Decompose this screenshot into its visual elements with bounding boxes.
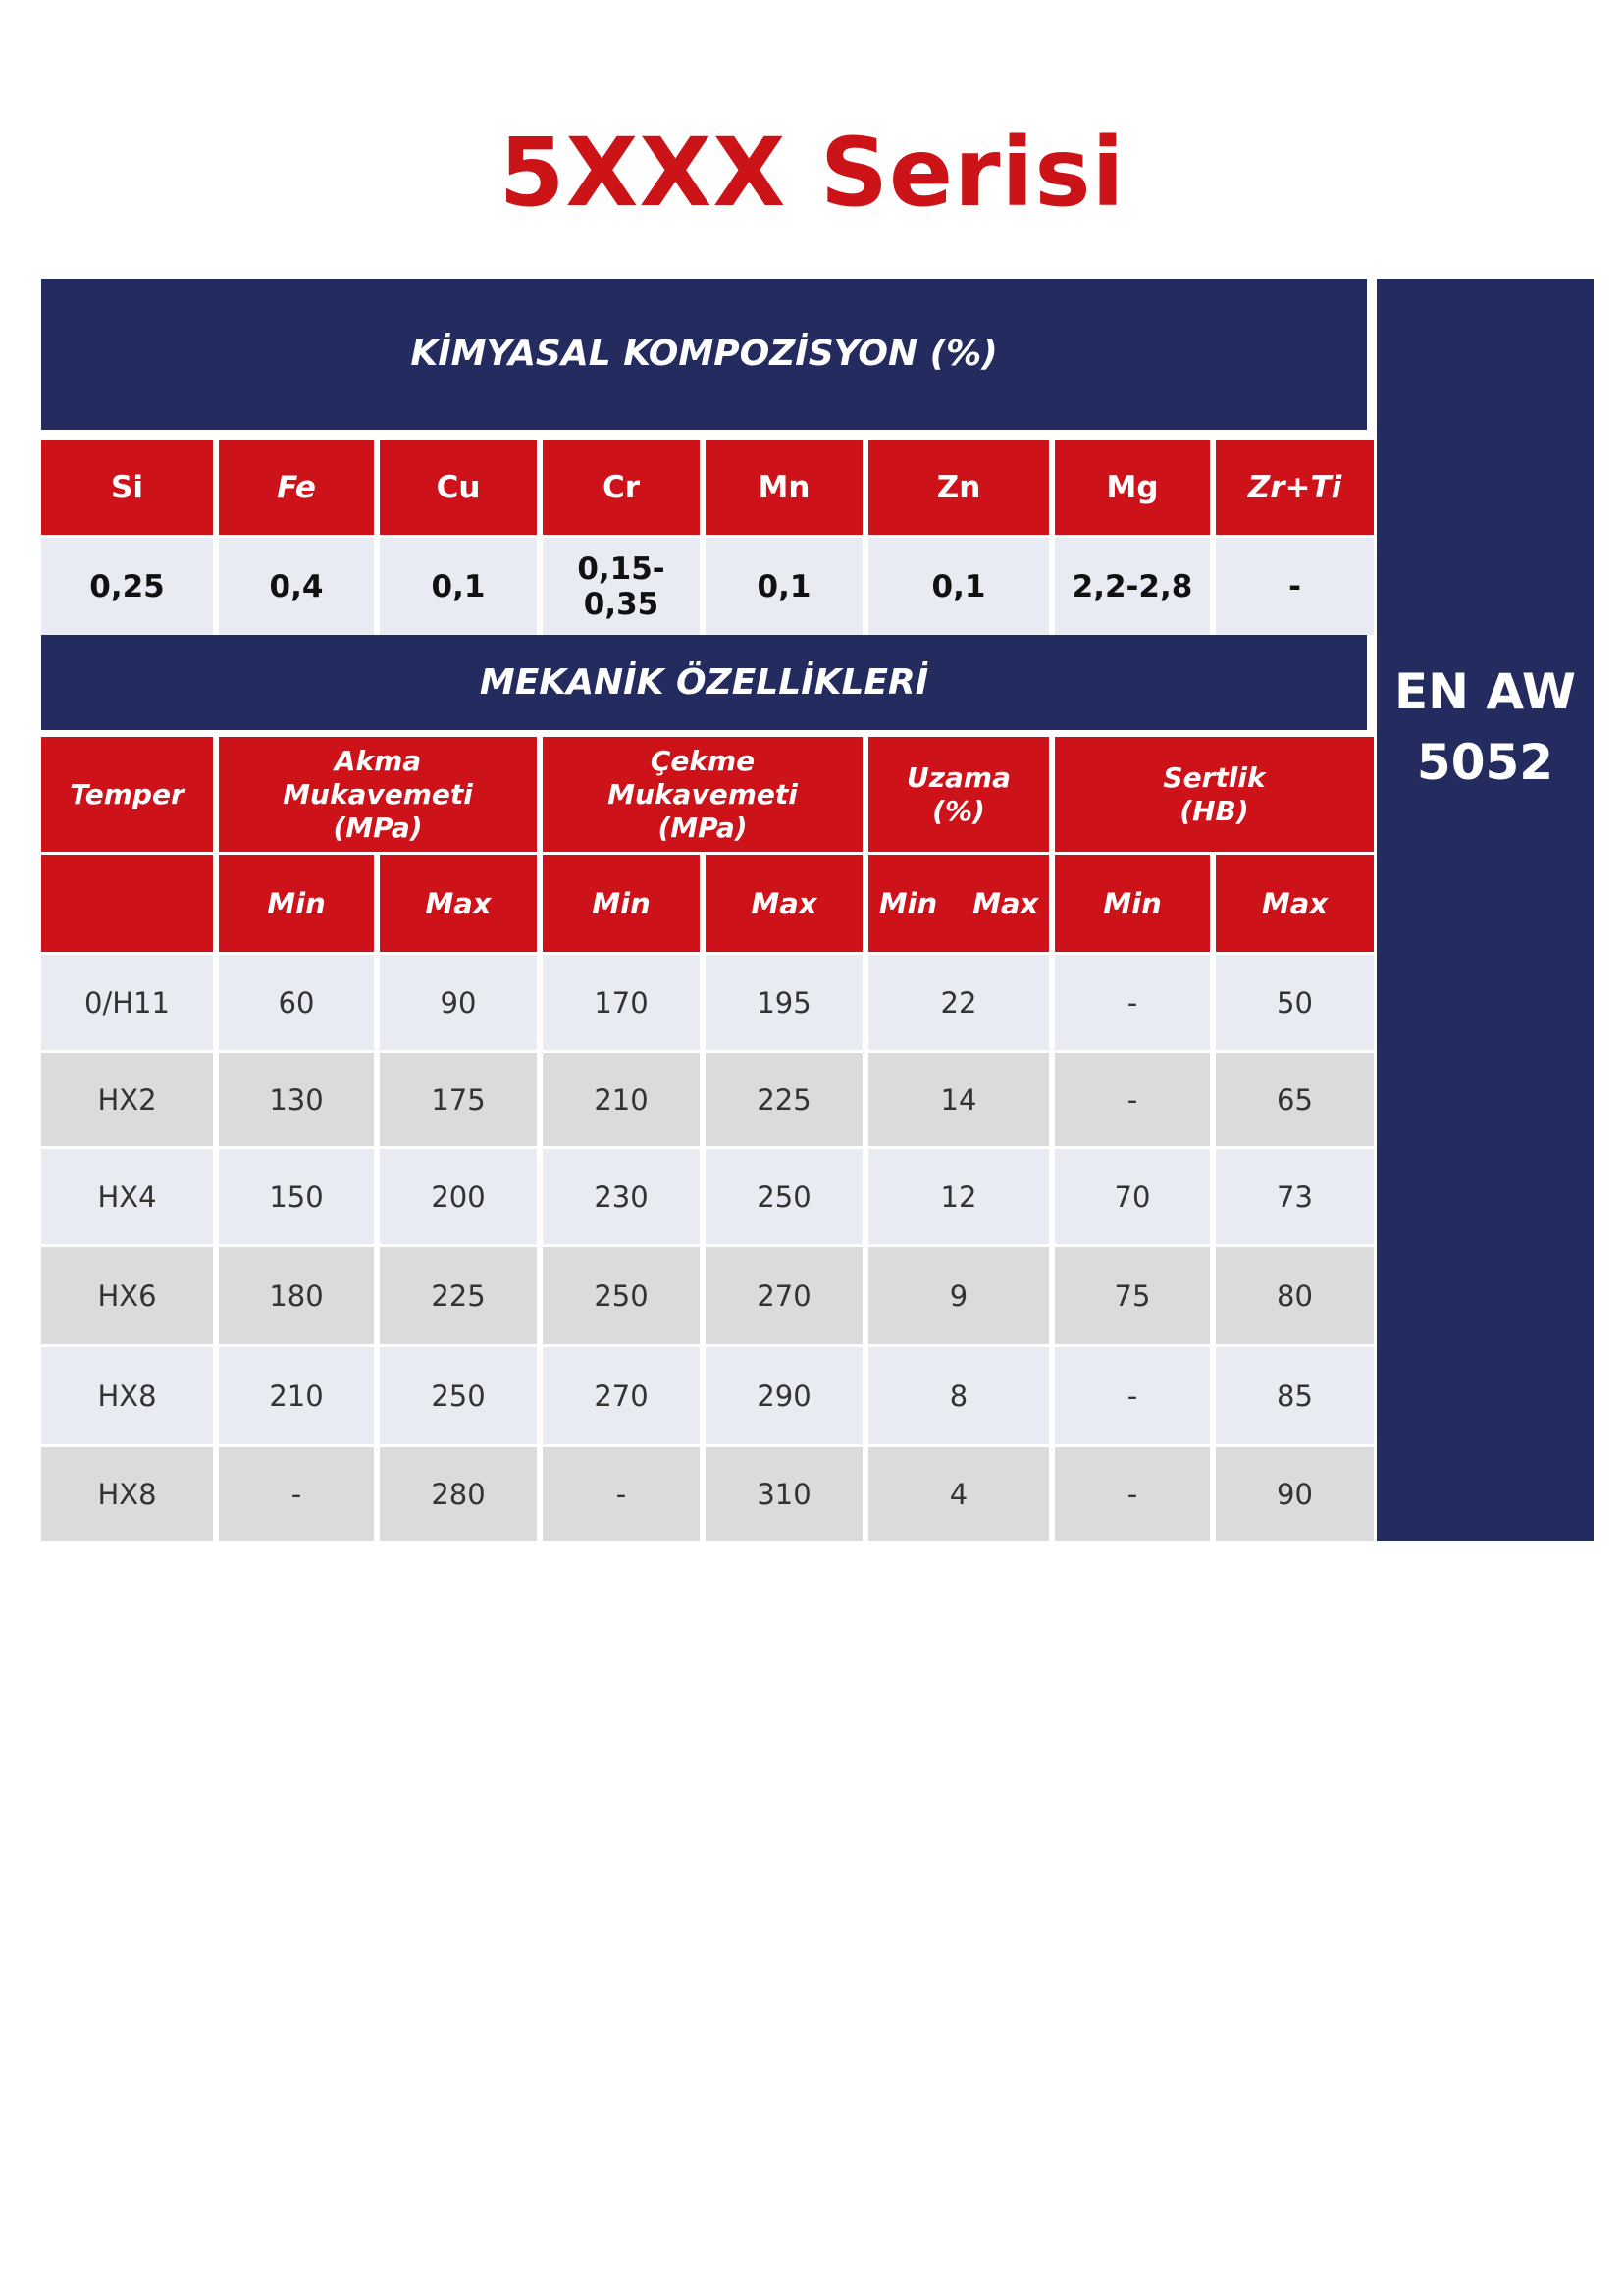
temper-cell: HX6 bbox=[41, 1247, 213, 1344]
table-cell: - bbox=[1055, 1347, 1210, 1444]
table-cell: - bbox=[1055, 1053, 1210, 1146]
table-cell: - bbox=[219, 1447, 374, 1541]
table-cell: 180 bbox=[219, 1247, 374, 1344]
column-subheader: Max bbox=[1216, 855, 1374, 952]
page-title: 5XXX Serisi bbox=[498, 118, 1126, 228]
table-cell: 310 bbox=[706, 1447, 863, 1541]
column-subheader-empty bbox=[41, 855, 213, 952]
table-cell: 90 bbox=[1216, 1447, 1374, 1541]
table-cell: 75 bbox=[1055, 1247, 1210, 1344]
element-header: Zn bbox=[868, 440, 1049, 535]
temper-cell: HX8 bbox=[41, 1347, 213, 1444]
column-subheader: Min bbox=[1055, 855, 1210, 952]
element-value: 0,1 bbox=[706, 538, 863, 635]
table-cell: 250 bbox=[543, 1247, 700, 1344]
table-cell: 60 bbox=[219, 955, 374, 1050]
column-subheader: Max bbox=[380, 855, 537, 952]
element-header: Cu bbox=[380, 440, 537, 535]
table-cell: 4 bbox=[868, 1447, 1049, 1541]
table-cell: 90 bbox=[380, 955, 537, 1050]
table-cell: 130 bbox=[219, 1053, 374, 1146]
element-value: 2,2-2,8 bbox=[1055, 538, 1210, 635]
table-cell: 9 bbox=[868, 1247, 1049, 1344]
element-header: Si bbox=[41, 440, 213, 535]
table-cell: 50 bbox=[1216, 955, 1374, 1050]
element-header: Zr+Ti bbox=[1216, 440, 1374, 535]
element-header: Cr bbox=[543, 440, 700, 535]
table-cell: 225 bbox=[380, 1247, 537, 1344]
table-cell: 225 bbox=[706, 1053, 863, 1146]
table-cell: 250 bbox=[706, 1149, 863, 1244]
column-header-hardness: Sertlik (HB) bbox=[1055, 737, 1374, 852]
table-cell: 22 bbox=[868, 955, 1049, 1050]
table-cell: 12 bbox=[868, 1149, 1049, 1244]
temper-cell: HX8 bbox=[41, 1447, 213, 1541]
element-value: 0,15-0,35 bbox=[543, 538, 700, 635]
table-cell: 270 bbox=[706, 1247, 863, 1344]
column-subheader: Max bbox=[972, 886, 1039, 920]
mechanical-properties-heading: MEKANİK ÖZELLİKLERİ bbox=[41, 635, 1367, 730]
table-cell: 195 bbox=[706, 955, 863, 1050]
table-cell: 210 bbox=[219, 1347, 374, 1444]
column-subheader-elongation bbox=[868, 855, 1049, 952]
table-cell: 73 bbox=[1216, 1149, 1374, 1244]
table-cell: 270 bbox=[543, 1347, 700, 1444]
column-subheader: Max bbox=[706, 855, 863, 952]
table-cell: 200 bbox=[380, 1149, 537, 1244]
table-cell: 290 bbox=[706, 1347, 863, 1444]
table-cell: 170 bbox=[543, 955, 700, 1050]
element-value: 0,1 bbox=[380, 538, 537, 635]
table-cell: 280 bbox=[380, 1447, 537, 1541]
table-cell: - bbox=[543, 1447, 700, 1541]
column-subheader: Min bbox=[219, 855, 374, 952]
element-header: Mg bbox=[1055, 440, 1210, 535]
table-cell: - bbox=[1055, 1447, 1210, 1541]
element-value: 0,1 bbox=[868, 538, 1049, 635]
column-subheader: Min bbox=[543, 855, 700, 952]
table-cell: 80 bbox=[1216, 1247, 1374, 1344]
element-value: - bbox=[1216, 538, 1374, 635]
temper-cell: HX4 bbox=[41, 1149, 213, 1244]
table-cell: 8 bbox=[868, 1347, 1049, 1444]
element-header: Fe bbox=[219, 440, 374, 535]
element-value: 0,4 bbox=[219, 538, 374, 635]
table-cell: 70 bbox=[1055, 1149, 1210, 1244]
table-cell: - bbox=[1055, 955, 1210, 1050]
divider bbox=[1367, 279, 1377, 436]
alloy-designation: EN AW 5052 bbox=[1393, 663, 1576, 791]
table-cell: 150 bbox=[219, 1149, 374, 1244]
temper-cell: 0/H11 bbox=[41, 955, 213, 1050]
column-header-yield-strength: Akma Mukavemeti (MPa) bbox=[219, 737, 537, 852]
table-cell: 230 bbox=[543, 1149, 700, 1244]
column-subheader: Min bbox=[878, 886, 938, 920]
column-header-temper: Temper bbox=[41, 737, 213, 852]
alloy-side-panel bbox=[1377, 279, 1594, 1541]
table-cell: 250 bbox=[380, 1347, 537, 1444]
temper-cell: HX2 bbox=[41, 1053, 213, 1146]
table-cell: 65 bbox=[1216, 1053, 1374, 1146]
chemical-composition-heading: KİMYASAL KOMPOZİSYON (%) bbox=[41, 279, 1367, 430]
element-header: Mn bbox=[706, 440, 863, 535]
table-cell: 175 bbox=[380, 1053, 537, 1146]
column-header-tensile-strength: Çekme Mukavemeti (MPa) bbox=[543, 737, 863, 852]
table-cell: 85 bbox=[1216, 1347, 1374, 1444]
table-cell: 210 bbox=[543, 1053, 700, 1146]
table-cell: 14 bbox=[868, 1053, 1049, 1146]
column-header-elongation: Uzama (%) bbox=[868, 737, 1049, 852]
element-value: 0,25 bbox=[41, 538, 213, 635]
